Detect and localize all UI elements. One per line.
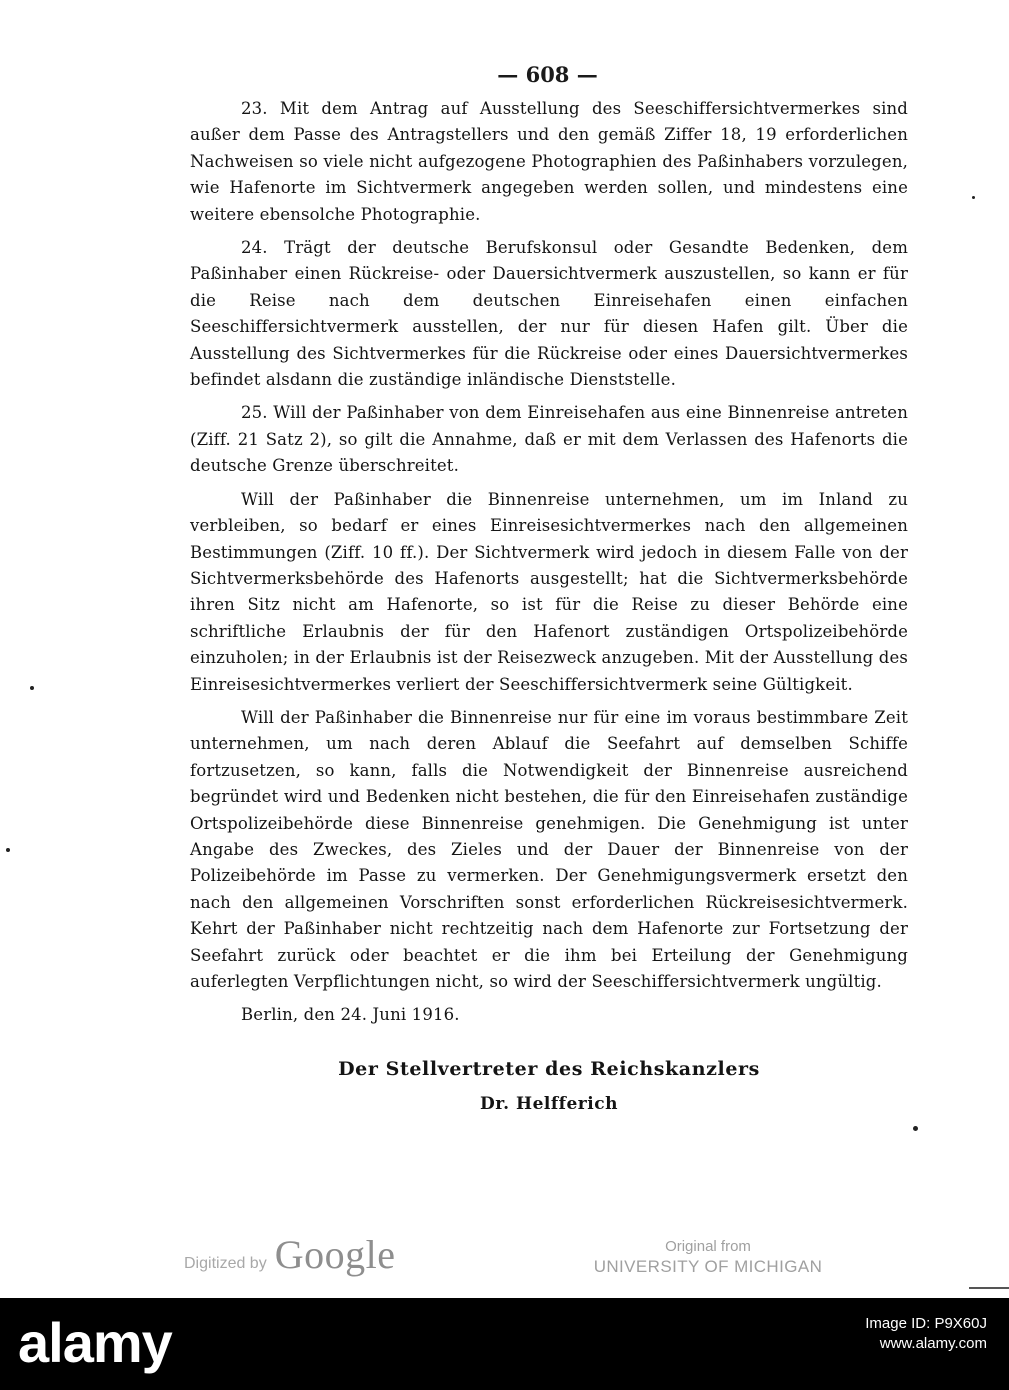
- google-logo: Google: [274, 1232, 396, 1277]
- paragraph-23: 23. Mit dem Antrag auf Ausstellung des Seeschiffersichtvermerkes sind außer dem Passe des Antragstellers und den gemäß Ziffer 18, 19 erforderlichen Nachweisen so viele nicht aufgezogene Photographien des Paßinhabers vorzulegen, wie Hafenorte im Sichtvermerk angegeben werden sollen, und mindestens eine weitere ebensolche Photographie.: [190, 99, 908, 224]
- paragraph-25: 25. Will der Paßinhaber von dem Einreisehafen aus eine Binnenreise antreten (Ziff. 21 Satz 2), so gilt die Annahme, daß er mit dem Verlassen des Hafenorts die deutsche Grenze überschreitet.: [190, 403, 908, 476]
- watermark-bar: [0, 1298, 1009, 1390]
- digitized-label: Digitized by: [184, 1255, 267, 1272]
- signer-title: [190, 1058, 908, 1080]
- signer-name: [190, 1094, 908, 1114]
- paragraph-temporary: Will der Paßinhaber die Binnenreise nur für eine im voraus bestimmbare Zeit unternehmen, um nach deren Ablauf die Seefahrt auf demselben Schiffe fortzusetzen, so kann, falls die Notwendigkeit der Binnenreise ausreichend begründet wird und Bedenken nicht bestehen, die für den Einreisehafen zuständige Ortspolizeibehörde diese Binnenreise genehmigen. Die Genehmigung ist unter Angabe des Zweckes, des Zieles und der Dauer der Binnenreise von der Polizeibehörde im Passe zu vermerken. Der Genehmigungsvermerk ersetzt den nach den allgemeinen Vorschriften sonst erforderlichen Rückreisesichtvermerk. Kehrt der Paßinhaber nicht rechtzeitig nach dem Hafenorte zur Fortsetzung der Seefahrt zurück oder beachtet er die ihm bei Erteilung der Genehmigung auferlegten Verpflichtungen nicht, so wird der Seeschiffersichtvermerk ungültig.: [190, 707, 908, 991]
- image-reference: [865, 1314, 987, 1354]
- scan-speck: [6, 848, 10, 852]
- page-number: — 608 —: [497, 62, 598, 87]
- signer-name-text: Dr. Helfferich: [480, 1094, 618, 1114]
- digitized-by-google: [184, 1231, 395, 1281]
- scan-speck: [30, 686, 34, 690]
- date-line: Berlin, den 24. Juni 1916.: [241, 1005, 460, 1025]
- body-text: [190, 96, 908, 1029]
- scan-speck: [913, 1126, 918, 1131]
- alamy-logo: alamy: [18, 1311, 172, 1374]
- original-source: [560, 1238, 856, 1278]
- image-id: Image ID: P9X60J: [865, 1315, 987, 1332]
- paragraph-24: 24. Trägt der deutsche Berufskonsul oder Gesandte Bedenken, dem Paßinhaber einen Rückreise- oder Dauersichtvermerk auszustellen, so kann er für die Reise nach dem deutschen Einreisehafen einen einfachen Seeschiffersichtvermerk ausstellen, der nur für diesen Hafen gilt. Über die Ausstellung des Sichtvermerkes für die Rückreise oder eines Dauersichtvermerkes befindet alsdann die zuständige inländische Dienststelle.: [190, 238, 908, 390]
- site-url: www.alamy.com: [879, 1335, 987, 1352]
- original-from-label: Original from: [665, 1238, 751, 1255]
- scan-speck: [972, 196, 975, 199]
- university-label: UNIVERSITY OF MICHIGAN: [593, 1257, 823, 1276]
- paragraph-inland: Will der Paßinhaber die Binnenreise unternehmen, um im Inland zu verbleiben, so bedarf er eines Einreisesichtvermerkes nach den allgemeinen Bestimmungen (Ziff. 10 ff.). Der Sichtvermerk wird jedoch in diesem Falle von der Sichtvermerksbehörde des Hafenorts ausgestellt; hat die Sichtvermerksbehörde ihren Sitz nicht am Hafenorte, so ist für die Reise zu dieser Behörde eine schriftliche Erlaubnis der für den Hafenort zuständigen Ortspolizeibehörde einzuholen; in der Erlaubnis ist der Reisezweck anzugeben. Mit der Ausstellung des Einreisesichtvermerkes verliert der Seeschiffersichtvermerk seine Gültigkeit.: [190, 489, 908, 694]
- scan-edge-mark: [969, 1287, 1009, 1289]
- signer-title-text: Der Stellvertreter des Reichskanzlers: [338, 1058, 760, 1080]
